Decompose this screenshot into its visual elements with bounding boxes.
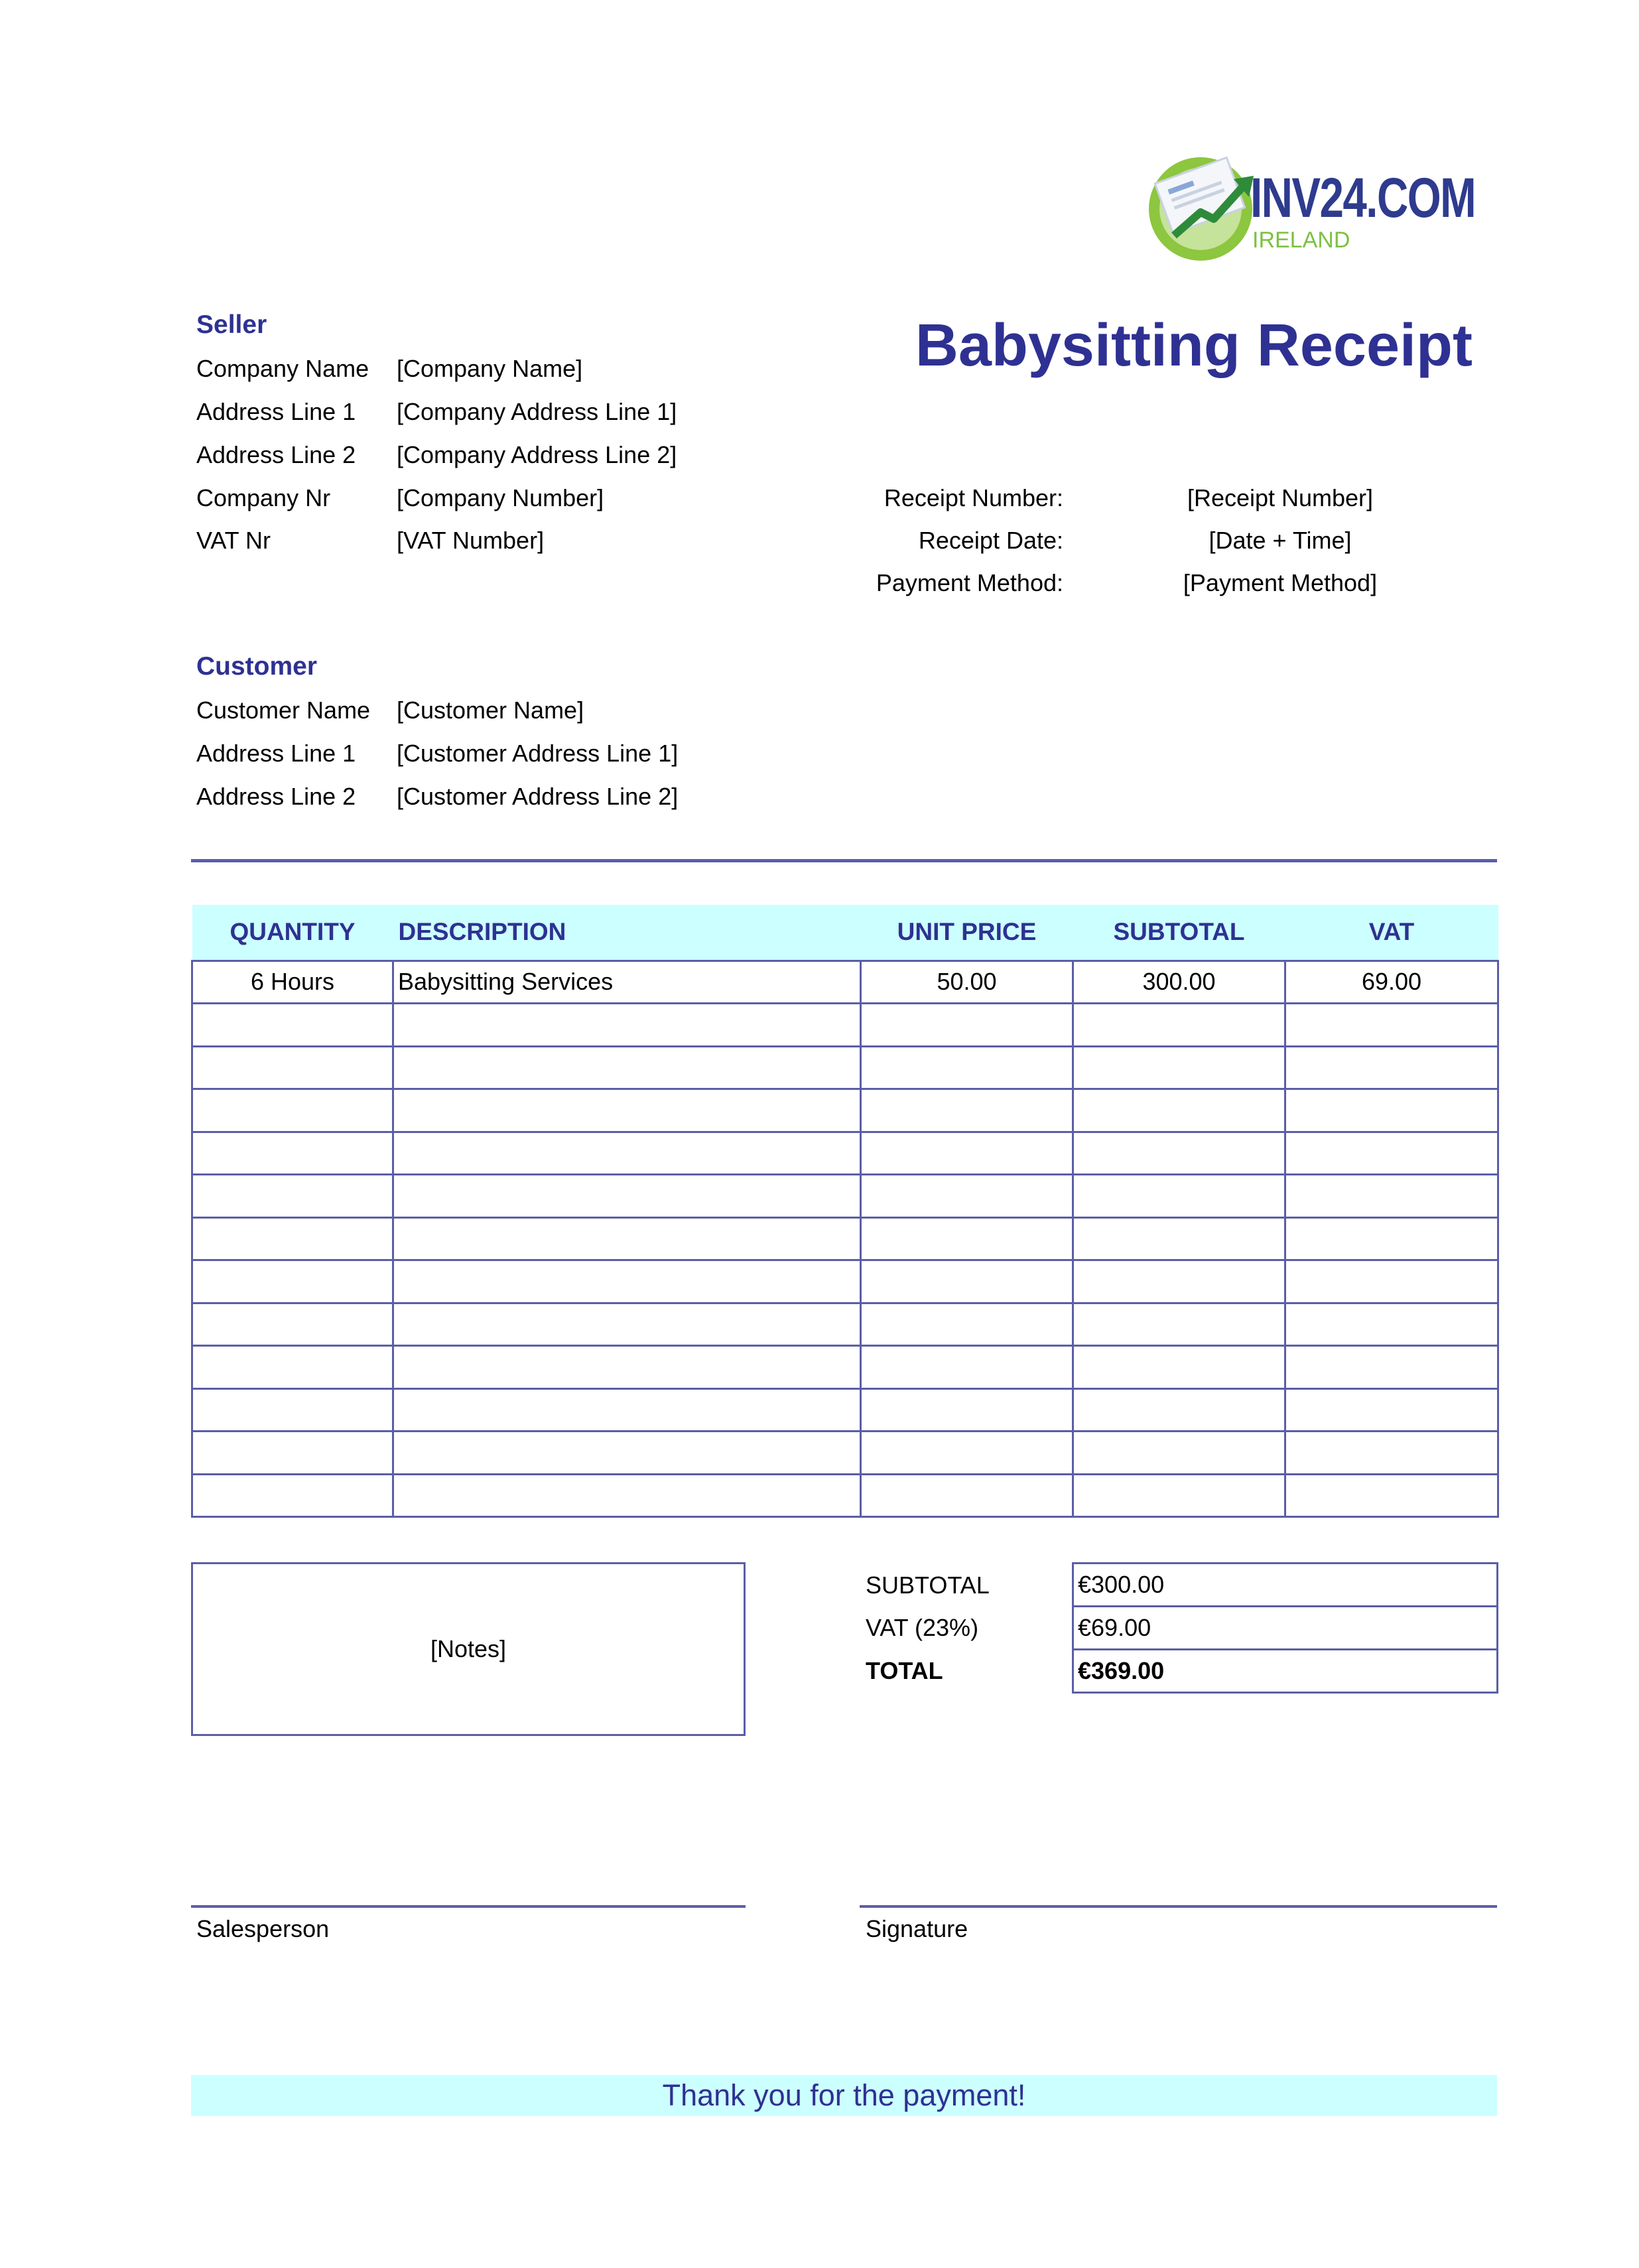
cell-subtotal[interactable]: [1073, 1432, 1285, 1475]
receipt-date-label: Receipt Date:: [918, 527, 1063, 554]
cell-qty[interactable]: [192, 1175, 393, 1218]
seller-label-address-2: Address Line 2: [196, 441, 356, 468]
cell-vat[interactable]: [1285, 1432, 1498, 1475]
cell-subtotal[interactable]: [1073, 1004, 1285, 1047]
cell-unit-price[interactable]: [861, 1388, 1073, 1432]
totals-value-total: €369.00: [1073, 1650, 1498, 1693]
cell-vat[interactable]: [1285, 1346, 1498, 1389]
cell-qty[interactable]: [192, 1303, 393, 1346]
receipt-number-label: Receipt Number:: [884, 484, 1063, 511]
signature-label: Signature: [866, 1915, 968, 1942]
cell-vat[interactable]: [1285, 1217, 1498, 1260]
cell-unit-price[interactable]: [861, 1004, 1073, 1047]
totals-value-vat: €69.00: [1073, 1607, 1498, 1650]
cell-qty[interactable]: [192, 1132, 393, 1175]
cell-description[interactable]: [393, 1474, 861, 1517]
seller-value-company-name: [Company Name]: [397, 355, 583, 382]
header-vat: VAT: [1285, 905, 1498, 961]
cell-description[interactable]: [393, 1260, 861, 1303]
seller-value-company-nr: [Company Number]: [397, 484, 604, 511]
payment-method-label: Payment Method:: [876, 569, 1063, 596]
table-row: [192, 1260, 1498, 1303]
customer-heading: Customer: [196, 652, 318, 681]
cell-vat[interactable]: [1285, 1474, 1498, 1517]
customer-label-address-2: Address Line 2: [196, 783, 356, 810]
cell-vat[interactable]: 69.00: [1285, 961, 1498, 1004]
cell-vat[interactable]: [1285, 1132, 1498, 1175]
page-title: Babysitting Receipt: [915, 312, 1473, 379]
cell-subtotal[interactable]: [1073, 1089, 1285, 1132]
header-unit-price: UNIT PRICE: [861, 905, 1073, 961]
totals-table: [1072, 1562, 1498, 1694]
receipt-date-value: [Date + Time]: [1209, 527, 1352, 554]
cell-unit-price[interactable]: [861, 1089, 1073, 1132]
cell-qty[interactable]: [192, 1089, 393, 1132]
cell-vat[interactable]: [1285, 1175, 1498, 1218]
customer-label-name: Customer Name: [196, 697, 371, 724]
table-row: [192, 1089, 1498, 1132]
totals-label-total: TOTAL: [866, 1657, 943, 1684]
cell-subtotal[interactable]: [1073, 1303, 1285, 1346]
table-row: [192, 1388, 1498, 1432]
cell-description[interactable]: [393, 1432, 861, 1475]
signature-line: [860, 1905, 1497, 1908]
receipt-number-value: [Receipt Number]: [1187, 484, 1374, 511]
seller-value-address-1: [Company Address Line 1]: [397, 398, 677, 425]
customer-value-name: [Customer Name]: [397, 697, 584, 724]
cell-unit-price[interactable]: [861, 1432, 1073, 1475]
section-divider: [191, 859, 1497, 862]
payment-method-value: [Payment Method]: [1183, 569, 1378, 596]
cell-unit-price[interactable]: [861, 1046, 1073, 1089]
header-quantity: QUANTITY: [192, 905, 393, 961]
cell-unit-price[interactable]: [861, 1217, 1073, 1260]
customer-value-address-1: [Customer Address Line 1]: [397, 740, 679, 767]
cell-unit-price[interactable]: [861, 1260, 1073, 1303]
cell-vat[interactable]: [1285, 1046, 1498, 1089]
cell-unit-price[interactable]: [861, 1303, 1073, 1346]
table-row: [192, 1132, 1498, 1175]
table-row: [192, 1474, 1498, 1517]
cell-unit-price[interactable]: [861, 1474, 1073, 1517]
cell-qty[interactable]: [192, 1217, 393, 1260]
cell-subtotal[interactable]: [1073, 1346, 1285, 1389]
cell-subtotal[interactable]: [1073, 1132, 1285, 1175]
cell-vat[interactable]: [1285, 1303, 1498, 1346]
items-table: [191, 905, 1499, 1518]
cell-qty[interactable]: [192, 1260, 393, 1303]
cell-vat[interactable]: [1285, 1089, 1498, 1132]
seller-label-company-nr: Company Nr: [196, 484, 331, 511]
customer-label-address-1: Address Line 1: [196, 740, 356, 767]
cell-description[interactable]: [393, 1175, 861, 1218]
seller-value-vat-nr: [VAT Number]: [397, 527, 545, 554]
cell-vat[interactable]: [1285, 1388, 1498, 1432]
seller-heading: Seller: [196, 310, 267, 339]
cell-subtotal[interactable]: [1073, 1175, 1285, 1218]
cell-unit-price[interactable]: [861, 1346, 1073, 1389]
totals-label-subtotal: SUBTOTAL: [866, 1571, 990, 1599]
salesperson-label: Salesperson: [196, 1915, 330, 1942]
cell-description[interactable]: [393, 1217, 861, 1260]
cell-description[interactable]: [393, 1346, 861, 1389]
logo-brand-text: INV24.COM: [1250, 167, 1476, 229]
salesperson-line: [191, 1905, 746, 1908]
cell-description[interactable]: [393, 1089, 861, 1132]
seller-value-address-2: [Company Address Line 2]: [397, 441, 677, 468]
notes-text: [Notes]: [430, 1635, 507, 1662]
table-row: [192, 1432, 1498, 1475]
thank-you-banner: Thank you for the payment!: [191, 2075, 1497, 2116]
cell-subtotal[interactable]: [1073, 1260, 1285, 1303]
table-row: [192, 961, 1498, 1004]
cell-qty[interactable]: [192, 1432, 393, 1475]
cell-subtotal[interactable]: 300.00: [1073, 961, 1285, 1004]
table-row: [192, 1175, 1498, 1218]
cell-description[interactable]: Babysitting Services: [393, 961, 861, 1004]
table-row: [192, 1346, 1498, 1389]
customer-value-address-2: [Customer Address Line 2]: [397, 783, 679, 810]
cell-unit-price[interactable]: [861, 1175, 1073, 1218]
table-header-row: [192, 905, 1498, 961]
cell-subtotal[interactable]: [1073, 1217, 1285, 1260]
seller-label-address-1: Address Line 1: [196, 398, 356, 425]
cell-description[interactable]: [393, 1303, 861, 1346]
cell-subtotal[interactable]: [1073, 1046, 1285, 1089]
table-row: [192, 1004, 1498, 1047]
cell-qty[interactable]: [192, 1346, 393, 1389]
table-row: [192, 1046, 1498, 1089]
cell-description[interactable]: [393, 1046, 861, 1089]
cell-description[interactable]: [393, 1004, 861, 1047]
cell-vat[interactable]: [1285, 1004, 1498, 1047]
table-row: [192, 1217, 1498, 1260]
cell-unit-price[interactable]: 50.00: [861, 961, 1073, 1004]
cell-qty[interactable]: 6 Hours: [192, 961, 393, 1004]
cell-description[interactable]: [393, 1132, 861, 1175]
header-subtotal: SUBTOTAL: [1073, 905, 1285, 961]
cell-subtotal[interactable]: [1073, 1388, 1285, 1432]
table-row: [192, 1303, 1498, 1346]
notes-box[interactable]: [191, 1562, 746, 1736]
cell-qty[interactable]: [192, 1388, 393, 1432]
cell-qty[interactable]: [192, 1474, 393, 1517]
cell-description[interactable]: [393, 1388, 861, 1432]
cell-vat[interactable]: [1285, 1260, 1498, 1303]
totals-value-subtotal: €300.00: [1073, 1564, 1498, 1607]
cell-qty[interactable]: [192, 1046, 393, 1089]
cell-qty[interactable]: [192, 1004, 393, 1047]
cell-subtotal[interactable]: [1073, 1474, 1285, 1517]
totals-label-vat: VAT (23%): [866, 1614, 979, 1641]
logo-sub-text: IRELAND: [1252, 228, 1350, 253]
header-description: DESCRIPTION: [393, 905, 861, 961]
cell-unit-price[interactable]: [861, 1132, 1073, 1175]
seller-label-vat-nr: VAT Nr: [196, 527, 271, 554]
seller-label-company-name: Company Name: [196, 355, 369, 382]
